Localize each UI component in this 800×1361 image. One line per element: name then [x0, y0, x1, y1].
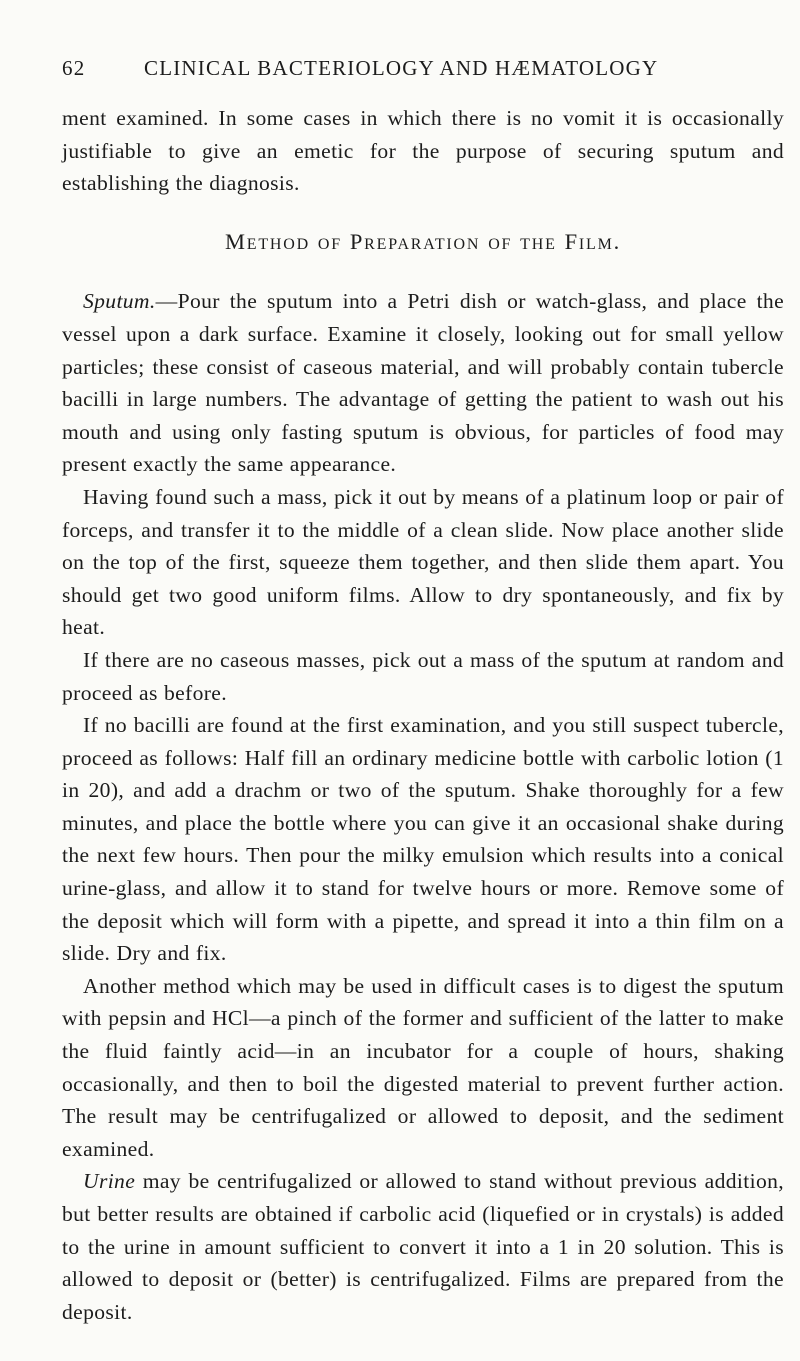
- sputum-text: —Pour the sputum into a Petri dish or watch-glass, and place the vessel upon a dark surface. Examine it closely, looking out for small yellow particles; these consist of caseous material, and will probably contain tubercle bacilli in large numbers. The advantage of getting the patient to wash out his mouth and using only fasting sputum is obvious, for particles of food may present exactly the same appearance.: [62, 289, 784, 477]
- paragraph-random-mass: If there are no caseous masses, pick out a mass of the sputum at random and proceed as before.: [62, 647, 784, 705]
- paragraph-sputum: [62, 285, 784, 481]
- running-title: CLINICAL BACTERIOLOGY AND HÆMATOLOGY: [144, 56, 659, 80]
- paragraph-continuation: ment examined. In some cases in which there is no vomit it is occasionally justifiable to give an emetic for the purpose of securing sputum and establishing the diagnosis.: [62, 106, 784, 196]
- paragraph-urine: [62, 1165, 784, 1328]
- body-text: [62, 102, 784, 1328]
- paragraph-platinum-loop: Having found such a mass, pick it out by means of a platinum loop or pair of forceps, and transfer it to the middle of a clean slide. Now place another slide on the top of the first, squeeze them together, and then slide them apart. You should get two good uniform films. Allow to dry spontaneously, and fix by heat.: [62, 484, 784, 640]
- running-head: [62, 56, 702, 86]
- paragraph-pepsin-method: Another method which may be used in difficult cases is to digest the sputum with pepsin and HCl—a pinch of the former and sufficient of the latter to make the fluid faintly acid—in an incubator for a couple of hours, shaking occasionally, and then to boil the digested material to prevent further action. The result may be centrifugalized or allowed to deposit, and the sediment examined.: [62, 973, 784, 1161]
- page-number: 62: [62, 56, 86, 80]
- urine-lead: Urine: [83, 1169, 136, 1194]
- section-heading: Method of Preparation of the Film.: [224, 228, 622, 254]
- paragraph-carbolic-method: If no bacilli are found at the first examination, and you still suspect tubercle, proceed as follows: Half fill an ordinary medicine bottle with carbolic lotion (1 in 20), and add a drachm or two of the sputum. Shake thoroughly for a few minutes, and place the bottle where you can give it an occasional shake during the next few hours. Then pour the milky emulsion which results into a conical urine-glass, and allow it to stand for twelve hours or more. Remove some of the deposit which will form with a pipette, and spread it into a thin film on a slide. Dry and fix.: [62, 713, 784, 966]
- urine-text: may be centrifugalized or allowed to stand without previous addition, but better results are obtained if carbolic acid (liquefied or in crystals) is added to the urine in amount sufficient to convert it into a 1 in 20 solution. This is allowed to deposit or (better) is centrifugalized. Films are prepared from the deposit.: [62, 1169, 784, 1324]
- sputum-lead: Sputum.: [83, 289, 156, 314]
